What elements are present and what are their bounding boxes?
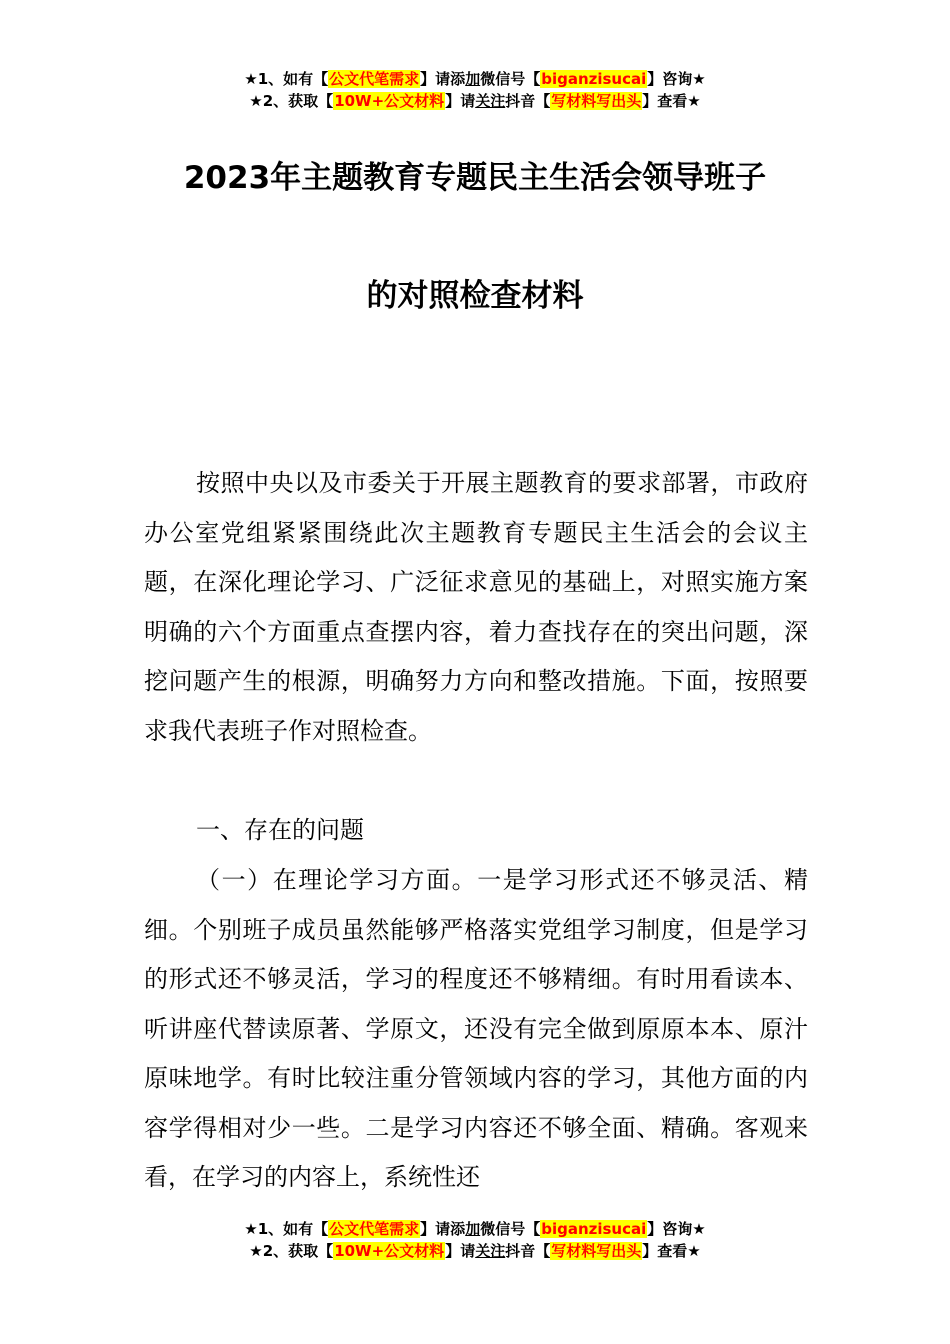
highlight-materials: 10W+公文材料: [334, 1242, 445, 1260]
banner-line-2: ★2、获取【10W+公文材料】请关注抖音【写材料写出头】查看★: [249, 92, 701, 110]
highlight-wechat-id: biganzisucai: [541, 70, 647, 88]
highlight-douyin: 写材料写出头: [551, 1242, 642, 1260]
highlight-materials: 10W+公文材料: [334, 92, 445, 110]
intro-paragraph: 按照中央以及市委关于开展主题教育的要求部署，市政府办公室党组紧紧围绕此次主题教育专题民主生活会的会议主题，在深化理论学习、广泛征求意见的基础上，对照实施方案明确的六个方面重点查摆内容，着力查找存在的突出问题，深挖问题产生的根源，明确努力方向和整改措施。下面，按照要求我代表班子作对照检查。: [144, 469, 808, 745]
banner-line-1: ★1、如有【公文代笔需求】请添加微信号【biganzisucai】咨询★: [244, 70, 706, 88]
banner-line-2: ★2、获取【10W+公文材料】请关注抖音【写材料写出头】查看★: [249, 1242, 701, 1260]
section-heading: 一、存在的问题: [196, 816, 364, 844]
theory-study-paragraph: （一）在理论学习方面。一是学习形式还不够灵活、精细。个别班子成员虽然能够严格落实党组学习制度，但是学习的形式还不够灵活，学习的程度还不够精细。有时用看读本、听讲座代替读原著、学原文，还没有完全做到原原本本、原汁原味地学。有时比较注重分管领域内容的学习，其他方面的内容学得相对少一些。二是学习内容还不够全面、精确。客观来看，在学习的内容上，系统性还: [144, 866, 808, 1191]
highlight-wechat-id: biganzisucai: [541, 1220, 647, 1238]
document-title-line-1: 2023年主题教育专题民主生活会领导班子: [183, 160, 767, 196]
highlight-service: 公文代笔需求: [329, 70, 420, 88]
footer-banner: [0, 1218, 950, 1262]
highlight-service: 公文代笔需求: [329, 1220, 420, 1238]
banner-line-1: ★1、如有【公文代笔需求】请添加微信号【biganzisucai】咨询★: [244, 1220, 706, 1238]
highlight-douyin: 写材料写出头: [551, 92, 642, 110]
document-title-line-2: 的对照检查材料: [366, 278, 584, 314]
header-banner: [0, 68, 950, 112]
